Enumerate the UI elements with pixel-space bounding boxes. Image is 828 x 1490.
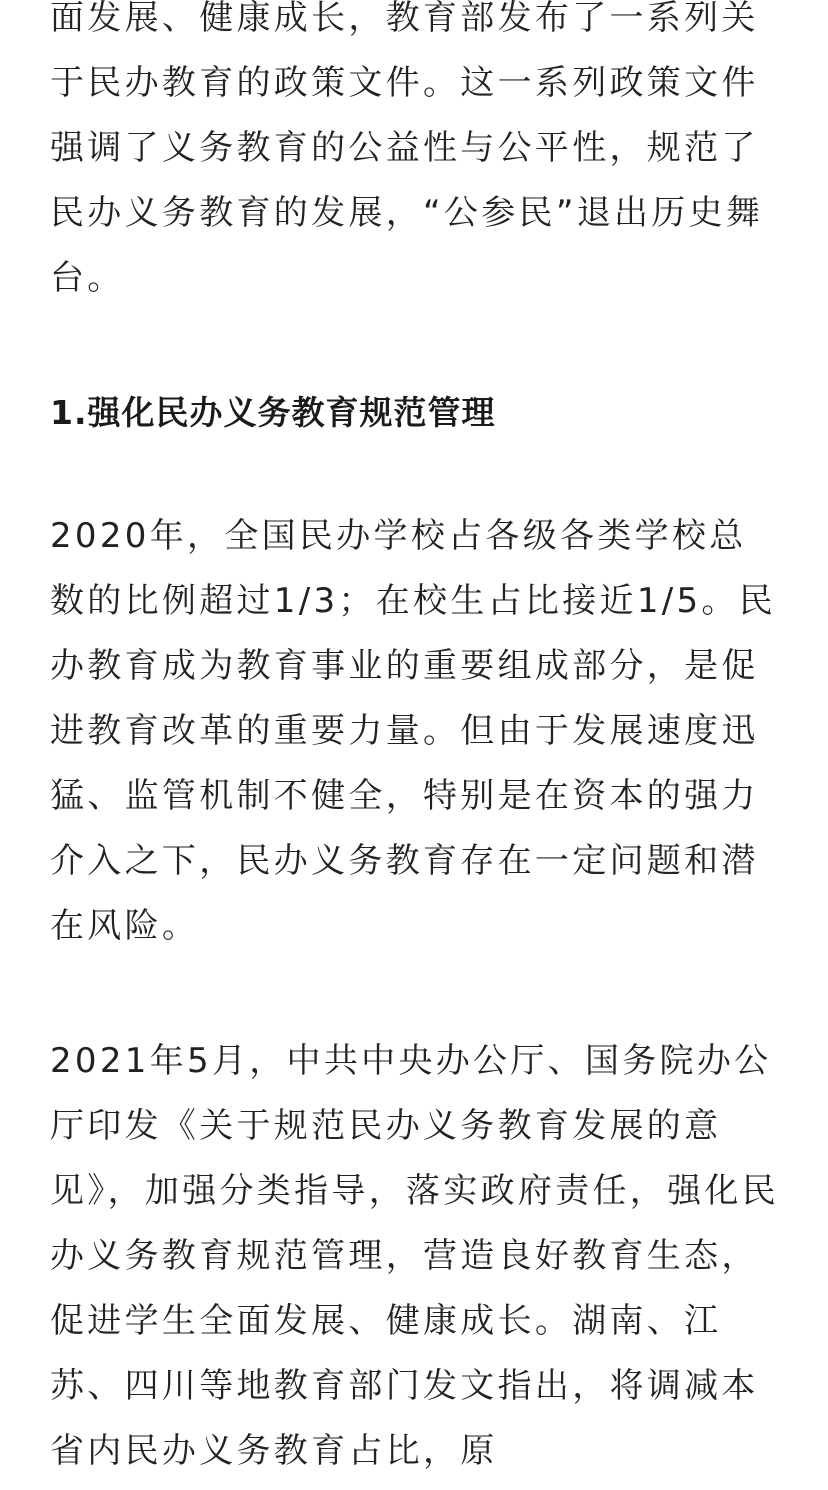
paragraph-statistics: 2020年，全国民办学校占各级各类学校总数的比例超过1/3；在校生占比接近1/5。民办教育成为教育事业的重要组成部分，是促进教育改革的重要力量。但由于发展速度迅猛、监管机制不健全，特别是在资本的强力介入之下，民办义务教育存在一定问题和潜在风险。 <box>50 516 777 946</box>
paragraph-policy: 2021年5月，中共中央办公厅、国务院办公厅印发《关于规范民办义务教育发展的意见》，加强分类指导，落实政府责任，强化民办义务教育规范管理，营造良好教育生态，促进学生全面发展、健康成长。湖南、江苏、四川等地教育部门发文指出，将调减本省内民办义务教育占比，原 <box>50 1041 779 1471</box>
paragraph-spacer <box>50 311 782 380</box>
section-heading: 1.强化民办义务教育规范管理 <box>50 393 496 432</box>
paragraph-spacer <box>50 959 782 1029</box>
intro-paragraph: 面发展、健康成长，教育部发布了一系列关于民办教育的政策文件。这一系列政策文件强调了义务教育的公益性与公平性，规范了民办义务教育的发展，“公参民”退出历史舞台。 <box>50 0 764 298</box>
article-body <box>50 0 782 1484</box>
paragraph-spacer <box>50 445 782 504</box>
